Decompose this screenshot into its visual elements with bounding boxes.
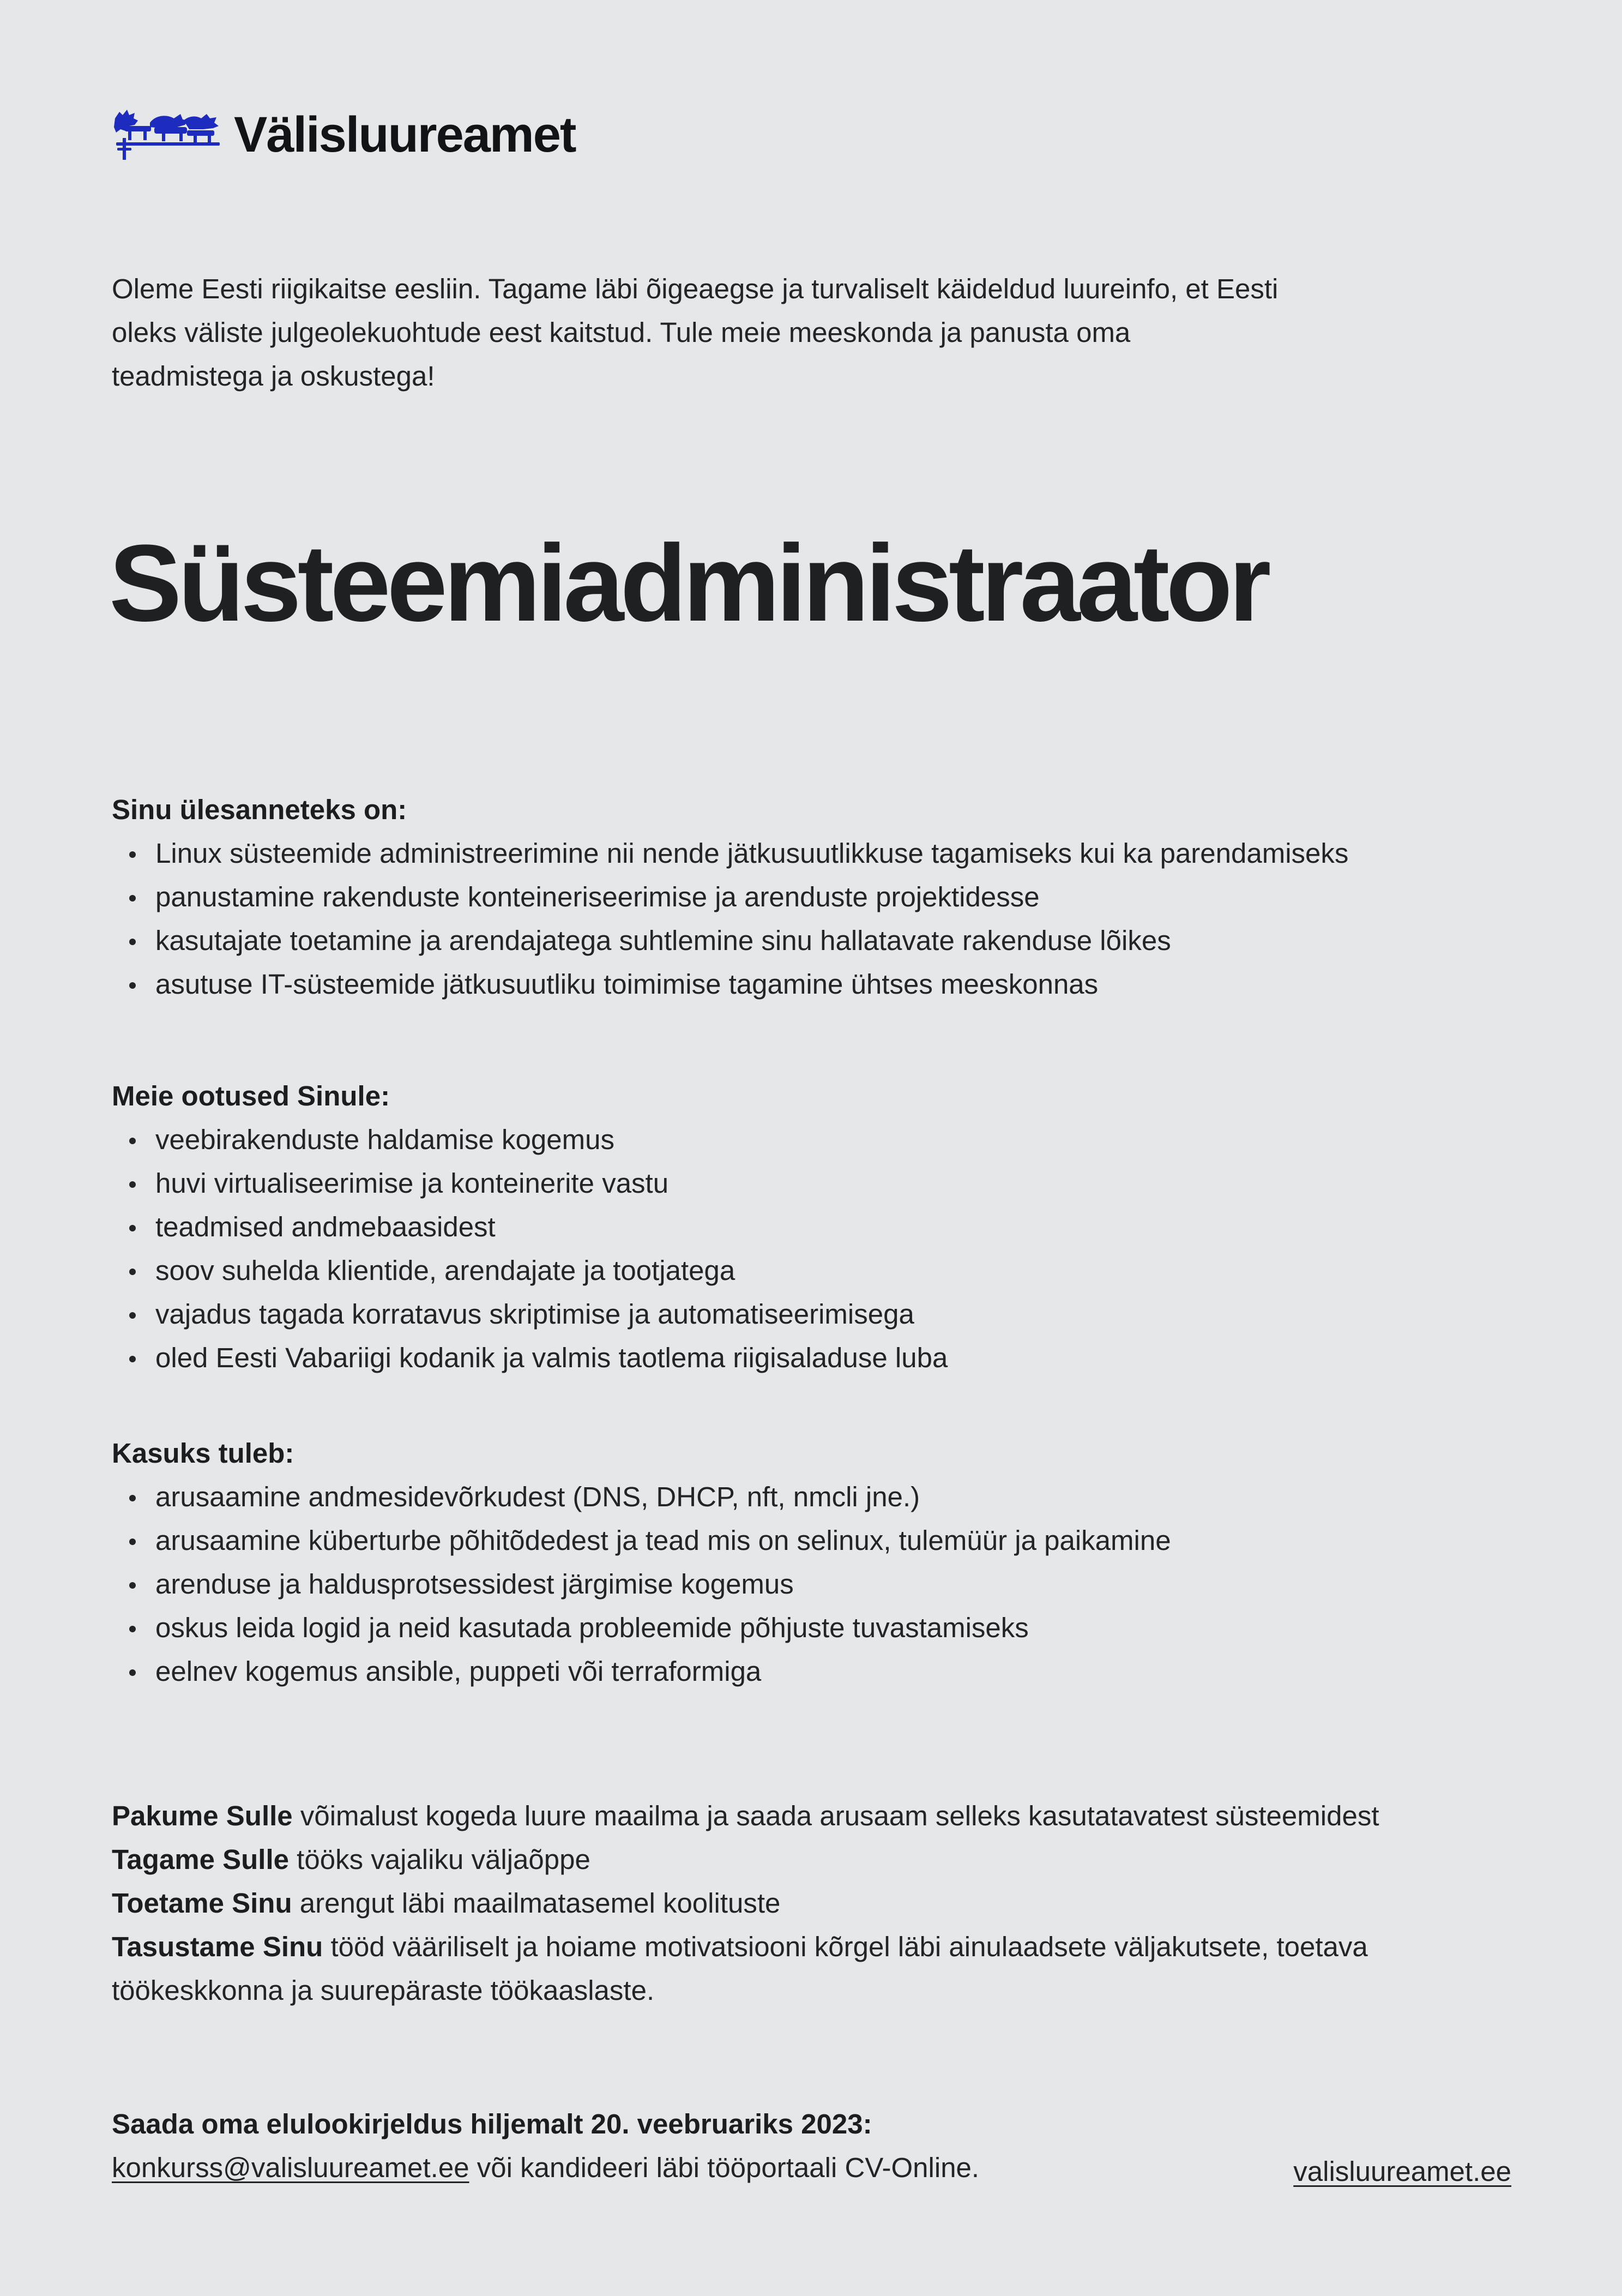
offer-lead: Toetame Sinu [112,1888,292,1919]
list-item: kasutajate toetamine ja arendajatega suhtlemine sinu hallatavate rakenduse lõikes [155,919,1529,963]
brand-wordmark: Välisluureamet [234,107,576,163]
list-item: veebirakenduste haldamise kogemus [155,1118,1529,1162]
list-item: oled Eesti Vabariigi kodanik ja valmis taotlema riigisaladuse luba [155,1336,1529,1380]
coat-of-arms-lions-icon [112,106,221,163]
brand-logo [112,106,576,163]
bullet-list [112,832,1529,1006]
offer-text: tööks vajaliku väljaõppe [289,1844,590,1875]
offer-text: arengut läbi maailmatasemel koolituste [292,1888,781,1919]
bullet-list [112,1118,1529,1380]
section-expectations [112,1074,1529,1380]
list-item: oskus leida logid ja neid kasutada probleemide põhjuste tuvastamiseks [155,1606,1529,1650]
offer-text: tööd vääriliselt ja hoiame motivatsiooni kõrgel läbi ainulaadsete väljakutsete, toetava töökeskkonna ja suurepäraste töökaaslaste. [112,1931,1368,2006]
list-item: asutuse IT-süsteemide jätkusuutliku toimimise tagamine ühtses meeskonnas [155,963,1529,1006]
list-item: panustamine rakenduste konteineriseerimise ja arenduste projektidesse [155,875,1529,919]
email-link[interactable]: konkurss@valisluureamet.ee [112,2152,469,2183]
job-title: Süsteemiadministraator [109,522,1268,644]
section-tasks [112,788,1529,1006]
offer-line [112,1838,1518,1882]
list-item: huvi virtualiseerimise ja konteinerite vastu [155,1162,1529,1205]
offer-lead: Tagame Sulle [112,1844,290,1875]
section-heading: Meie ootused Sinule: [112,1080,390,1111]
application-deadline: Saada oma elulookirjeldus hiljemalt 20. veebruariks 2023: [112,2108,872,2139]
list-item: vajadus tagada korratavus skriptimise ja automatiseerimisega [155,1293,1529,1336]
list-item: soov suhelda klientide, arendajate ja tootjatega [155,1249,1529,1293]
offer-lead: Pakume Sulle [112,1800,293,1831]
offer-line [112,1925,1518,2012]
list-item: teadmised andmebaasidest [155,1205,1529,1249]
offers-block [112,1794,1518,2012]
section-advantages [112,1432,1529,1693]
offer-lead: Tasustame Sinu [112,1931,323,1962]
offer-text: võimalust kogeda luure maailma ja saada arusaam selleks kasutatavatest süsteemidest [292,1800,1379,1831]
list-item: eelnev kogemus ansible, puppeti või terraformiga [155,1650,1529,1693]
contact-text: või kandideeri läbi tööportaali CV-Online. [469,2152,980,2183]
intro-paragraph: Oleme Eesti riigikaitse eesliin. Tagame läbi õigeaegse ja turvaliselt käideldud luureinfo, et Eesti oleks väliste julgeolekuohtude eest kaitstud. Tule meie meeskonda ja panusta oma teadmistega ja oskustega! [112,273,1279,392]
offer-line [112,1794,1518,1838]
bullet-list [112,1475,1529,1693]
list-item: arusaamine küberturbe põhitõdedest ja tead mis on selinux, tulemüür ja paikamine [155,1519,1529,1562]
offer-line [112,1882,1518,1925]
section-heading: Kasuks tuleb: [112,1438,294,1469]
list-item: Linux süsteemide administreerimine nii nende jätkusuutlikkuse tagamiseks kui ka parendamiseks [155,832,1529,875]
section-heading: Sinu ülesanneteks on: [112,794,407,825]
list-item: arusaamine andmesidevõrkudest (DNS, DHCP, nft, nmcli jne.) [155,1475,1529,1519]
website-link[interactable]: valisluureamet.ee [1293,2156,1511,2187]
list-item: arenduse ja haldusprotsessidest järgimise kogemus [155,1562,1529,1606]
